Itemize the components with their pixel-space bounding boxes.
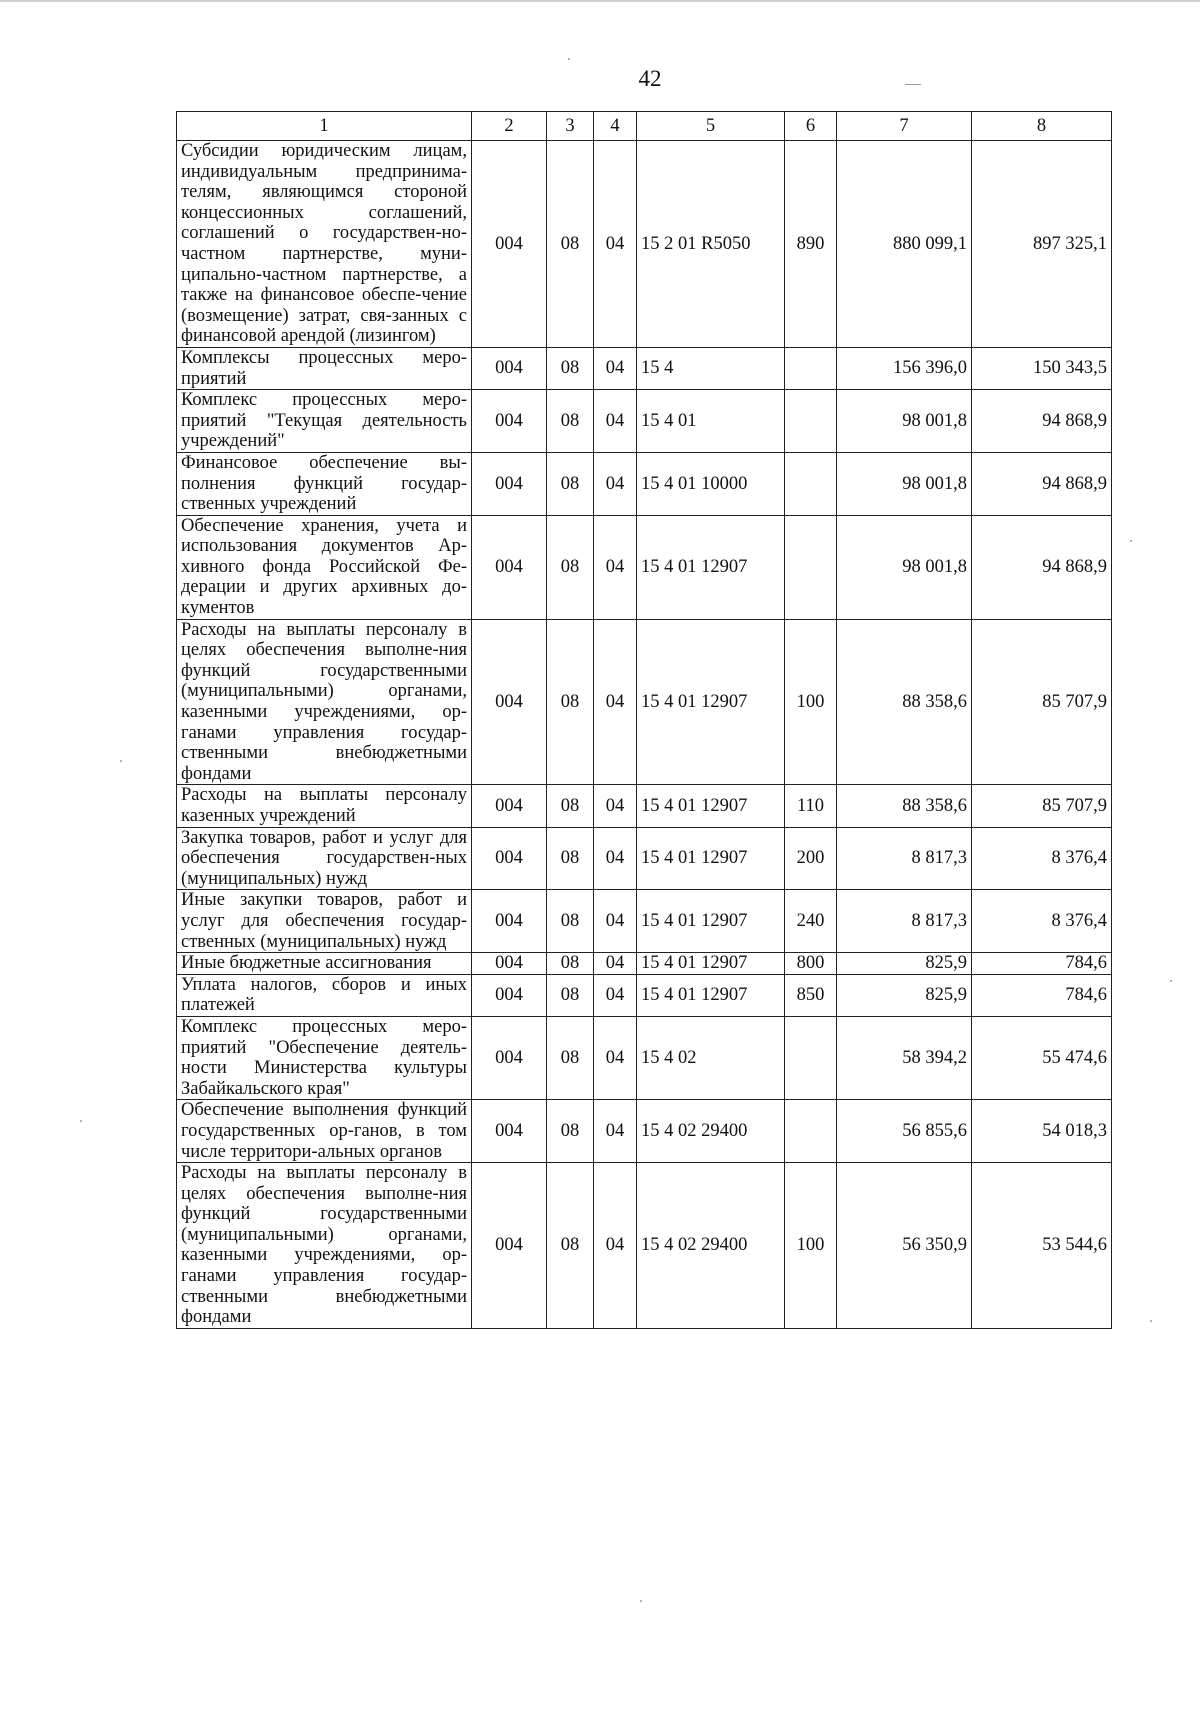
- subsection-cell: 04: [594, 827, 637, 890]
- expense-type-cell: 200: [785, 827, 837, 890]
- target-article-cell: 15 4 01 12907: [637, 974, 785, 1016]
- scan-speck: [1130, 540, 1132, 542]
- scan-speck: [1150, 1320, 1152, 1322]
- ministry-code-cell: 004: [472, 974, 547, 1016]
- target-article-cell: 15 4 02 29400: [637, 1100, 785, 1163]
- amount-col7-cell: 88 358,6: [837, 619, 972, 785]
- page-number: 42: [638, 66, 662, 91]
- target-article-cell: 15 4 01 12907: [637, 890, 785, 953]
- subsection-cell: 04: [594, 347, 637, 389]
- row-name-cell: Иные закупки товаров, работ и услуг для обеспечения государ-ственных (муниципальных) нужд: [177, 890, 472, 953]
- table-row: [177, 890, 1112, 953]
- section-cell: 08: [547, 785, 594, 827]
- amount-col7-cell: 56 350,9: [837, 1163, 972, 1329]
- table-row: [177, 827, 1112, 890]
- amount-col7-cell: 88 358,6: [837, 785, 972, 827]
- subsection-cell: 04: [594, 515, 637, 619]
- section-cell: 08: [547, 515, 594, 619]
- amount-col8-cell: 54 018,3: [972, 1100, 1112, 1163]
- amount-col8-cell: 784,6: [972, 953, 1112, 975]
- section-cell: 08: [547, 1100, 594, 1163]
- table-row: [177, 619, 1112, 785]
- section-cell: 08: [547, 452, 594, 515]
- table-row: [177, 1016, 1112, 1099]
- table-row: [177, 974, 1112, 1016]
- subsection-cell: 04: [594, 141, 637, 348]
- ministry-code-cell: 004: [472, 141, 547, 348]
- ministry-code-cell: 004: [472, 1100, 547, 1163]
- amount-col8-cell: 8 376,4: [972, 827, 1112, 890]
- section-cell: 08: [547, 619, 594, 785]
- amount-col8-cell: 94 868,9: [972, 452, 1112, 515]
- expense-type-cell: 890: [785, 141, 837, 348]
- scan-speck: [1170, 980, 1172, 982]
- row-name-cell: Закупка товаров, работ и услуг для обеспечения государствен-ных (муниципальных) нужд: [177, 827, 472, 890]
- target-article-cell: 15 4 02 29400: [637, 1163, 785, 1329]
- ministry-code-cell: 004: [472, 619, 547, 785]
- subsection-cell: 04: [594, 890, 637, 953]
- scan-speck: [568, 58, 570, 60]
- expense-type-cell: 100: [785, 1163, 837, 1329]
- row-name-cell: Расходы на выплаты персоналу казенных учреждений: [177, 785, 472, 827]
- amount-col8-cell: 784,6: [972, 974, 1112, 1016]
- amount-col7-cell: 8 817,3: [837, 890, 972, 953]
- amount-col8-cell: 55 474,6: [972, 1016, 1112, 1099]
- target-article-cell: 15 4 01 12907: [637, 515, 785, 619]
- scan-speck: [120, 760, 122, 762]
- amount-col8-cell: 94 868,9: [972, 390, 1112, 453]
- target-article-cell: 15 4 01 12907: [637, 827, 785, 890]
- table-row: [177, 347, 1112, 389]
- subsection-cell: 04: [594, 1016, 637, 1099]
- expense-type-cell: [785, 390, 837, 453]
- column-header: 8: [972, 112, 1112, 141]
- subsection-cell: 04: [594, 1100, 637, 1163]
- amount-col7-cell: 56 855,6: [837, 1100, 972, 1163]
- amount-col8-cell: 85 707,9: [972, 785, 1112, 827]
- row-name-cell: Субсидии юридическим лицам, индивидуальным предпринима-телям, являющимся стороной концессионных соглашений, соглашений о государствен-но-частном партнерстве, муни-ципально-частном партнерстве, а также на финансовое обеспе-чение (возмещение) затрат, свя-занных с финансовой арендой (лизингом): [177, 141, 472, 348]
- amount-col7-cell: 8 817,3: [837, 827, 972, 890]
- amount-col8-cell: 53 544,6: [972, 1163, 1112, 1329]
- section-cell: 08: [547, 1016, 594, 1099]
- section-cell: 08: [547, 141, 594, 348]
- amount-col7-cell: 825,9: [837, 974, 972, 1016]
- scan-speck: [80, 1120, 82, 1122]
- section-cell: 08: [547, 974, 594, 1016]
- row-name-cell: Комплекс процессных меро-приятий "Обеспечение деятель-ности Министерства культуры Забайкальского края": [177, 1016, 472, 1099]
- column-header: 4: [594, 112, 637, 141]
- column-header: 7: [837, 112, 972, 141]
- subsection-cell: 04: [594, 452, 637, 515]
- scan-speck: [640, 1600, 642, 1602]
- column-header: 5: [637, 112, 785, 141]
- table-row: [177, 141, 1112, 348]
- table-row: [177, 1100, 1112, 1163]
- expense-type-cell: 850: [785, 974, 837, 1016]
- ministry-code-cell: 004: [472, 452, 547, 515]
- table-row: [177, 953, 1112, 975]
- amount-col7-cell: 880 099,1: [837, 141, 972, 348]
- amount-col8-cell: 150 343,5: [972, 347, 1112, 389]
- amount-col7-cell: 98 001,8: [837, 515, 972, 619]
- amount-col8-cell: 897 325,1: [972, 141, 1112, 348]
- row-name-cell: Уплата налогов, сборов и иных платежей: [177, 974, 472, 1016]
- section-cell: 08: [547, 347, 594, 389]
- expense-type-cell: [785, 1016, 837, 1099]
- table-row: [177, 390, 1112, 453]
- target-article-cell: 15 4: [637, 347, 785, 389]
- row-name-cell: Финансовое обеспечение вы-полнения функций государ-ственных учреждений: [177, 452, 472, 515]
- expense-type-cell: 110: [785, 785, 837, 827]
- target-article-cell: 15 4 02: [637, 1016, 785, 1099]
- section-cell: 08: [547, 1163, 594, 1329]
- amount-col8-cell: 8 376,4: [972, 890, 1112, 953]
- table-row: [177, 515, 1112, 619]
- subsection-cell: 04: [594, 785, 637, 827]
- amount-col8-cell: 85 707,9: [972, 619, 1112, 785]
- expense-type-cell: 100: [785, 619, 837, 785]
- target-article-cell: 15 4 01 12907: [637, 619, 785, 785]
- amount-col7-cell: 156 396,0: [837, 347, 972, 389]
- target-article-cell: 15 4 01 10000: [637, 452, 785, 515]
- ministry-code-cell: 004: [472, 827, 547, 890]
- ministry-code-cell: 004: [472, 953, 547, 975]
- amount-col7-cell: 825,9: [837, 953, 972, 975]
- target-article-cell: 15 4 01: [637, 390, 785, 453]
- row-name-cell: Обеспечение хранения, учета и использования документов Ар-хивного фонда Российской Фе-дерации и других архивных до-кументов: [177, 515, 472, 619]
- table-row: [177, 452, 1112, 515]
- expense-type-cell: 240: [785, 890, 837, 953]
- section-cell: 08: [547, 890, 594, 953]
- row-name-cell: Комплексы процессных меро-приятий: [177, 347, 472, 389]
- ministry-code-cell: 004: [472, 390, 547, 453]
- amount-col8-cell: 94 868,9: [972, 515, 1112, 619]
- expense-type-cell: 800: [785, 953, 837, 975]
- column-header: 1: [177, 112, 472, 141]
- section-cell: 08: [547, 827, 594, 890]
- table-header-row: [177, 112, 1112, 141]
- subsection-cell: 04: [594, 953, 637, 975]
- table-row: [177, 785, 1112, 827]
- ministry-code-cell: 004: [472, 347, 547, 389]
- target-article-cell: 15 4 01 12907: [637, 785, 785, 827]
- expense-type-cell: [785, 452, 837, 515]
- subsection-cell: 04: [594, 974, 637, 1016]
- amount-col7-cell: 98 001,8: [837, 452, 972, 515]
- row-name-cell: Иные бюджетные ассигнования: [177, 953, 472, 975]
- section-cell: 08: [547, 953, 594, 975]
- ministry-code-cell: 004: [472, 785, 547, 827]
- subsection-cell: 04: [594, 1163, 637, 1329]
- page-top-edge: [0, 0, 1200, 2]
- expense-type-cell: [785, 1100, 837, 1163]
- subsection-cell: 04: [594, 619, 637, 785]
- ministry-code-cell: 004: [472, 1016, 547, 1099]
- column-header: 6: [785, 112, 837, 141]
- section-cell: 08: [547, 390, 594, 453]
- row-name-cell: Расходы на выплаты персоналу в целях обеспечения выполне-ния функций государственными (муниципальными) органами, казенными учреждениями, ор-ганами управления государ-ственными внебюджетными фондами: [177, 619, 472, 785]
- ministry-code-cell: 004: [472, 890, 547, 953]
- amount-col7-cell: 98 001,8: [837, 390, 972, 453]
- expense-type-cell: [785, 515, 837, 619]
- subsection-cell: 04: [594, 390, 637, 453]
- column-header: 3: [547, 112, 594, 141]
- ministry-code-cell: 004: [472, 515, 547, 619]
- row-name-cell: Расходы на выплаты персоналу в целях обеспечения выполне-ния функций государственными (муниципальными) органами, казенными учреждениями, ор-ганами управления государ-ственными внебюджетными фондами: [177, 1163, 472, 1329]
- row-name-cell: Обеспечение выполнения функций государственных ор-ганов, в том числе территори-альных органов: [177, 1100, 472, 1163]
- row-name-cell: Комплекс процессных меро-приятий "Текущая деятельность учреждений": [177, 390, 472, 453]
- amount-col7-cell: 58 394,2: [837, 1016, 972, 1099]
- scan-speck: [905, 84, 921, 85]
- column-header: 2: [472, 112, 547, 141]
- target-article-cell: 15 2 01 R5050: [637, 141, 785, 348]
- budget-table: [176, 111, 1112, 1329]
- ministry-code-cell: 004: [472, 1163, 547, 1329]
- target-article-cell: 15 4 01 12907: [637, 953, 785, 975]
- expense-type-cell: [785, 347, 837, 389]
- table-row: [177, 1163, 1112, 1329]
